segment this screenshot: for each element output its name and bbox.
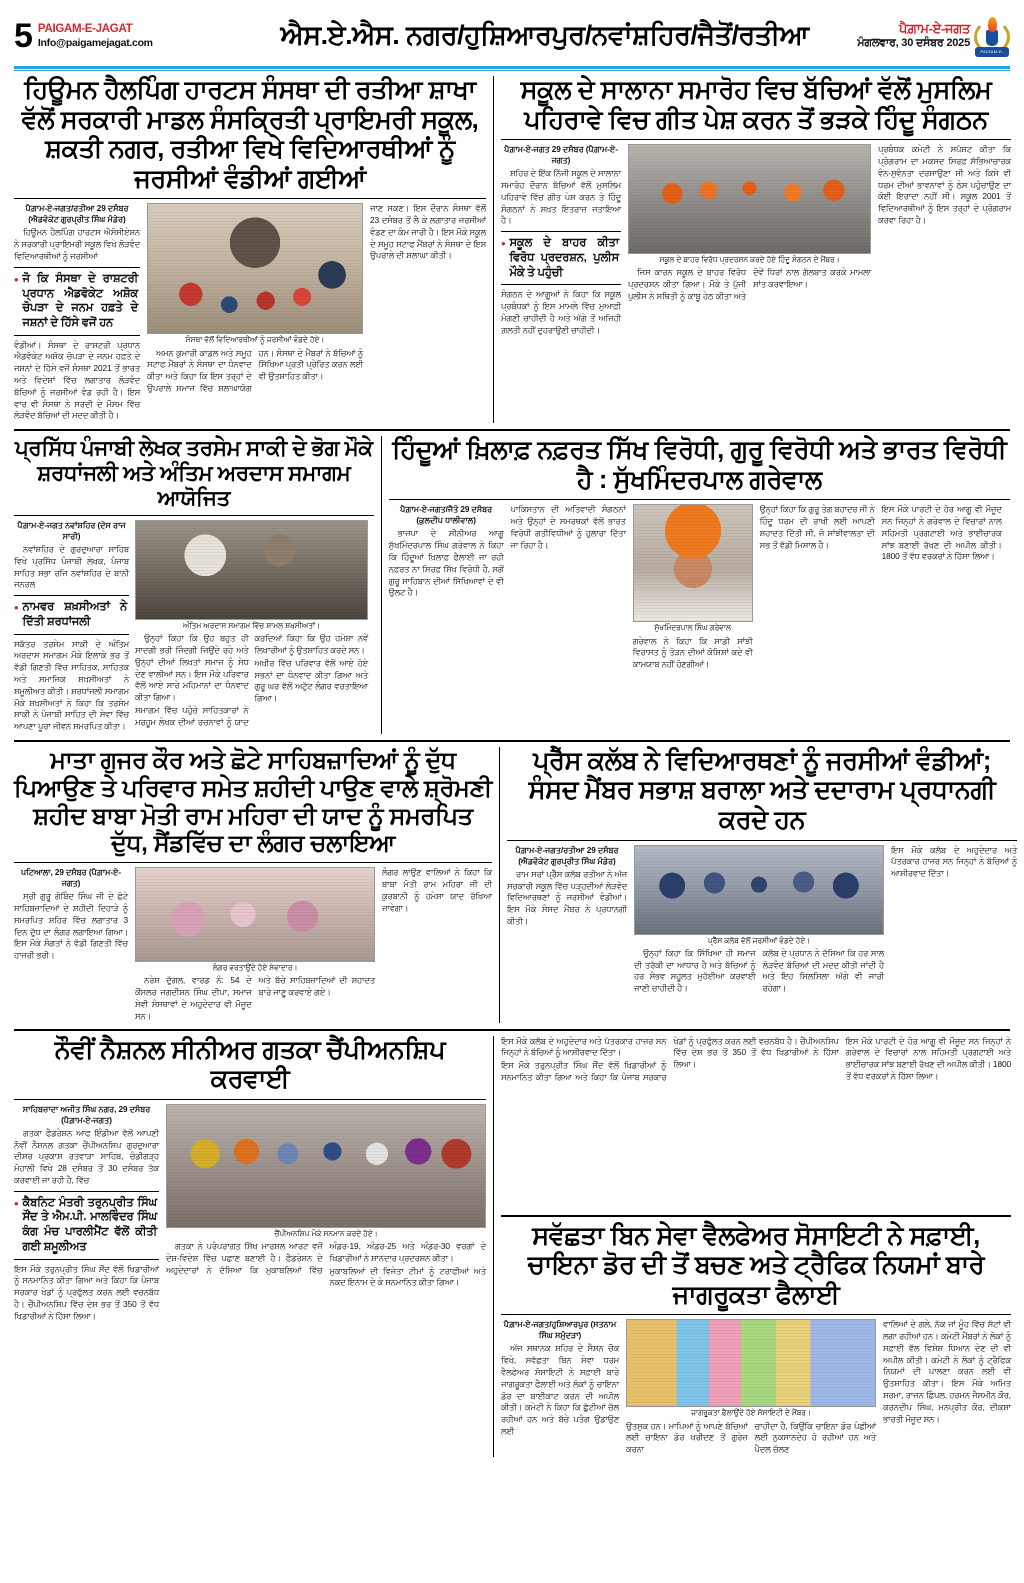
paper-title: ਪੈਗ਼ਾਮ-ਏ-ਜਗਤ bbox=[898, 21, 970, 36]
story-swachhta bbox=[501, 1222, 1011, 1457]
story-writer bbox=[14, 436, 374, 734]
langar-dateline: ਪਟਿਆਲਾ, 29 ਦਸੰਬਰ (ਪੈਗ਼ਾਮ-ਏ-ਜਗਤ) bbox=[21, 868, 121, 889]
langar-col-1 bbox=[14, 867, 128, 1022]
humane-col-3 bbox=[370, 203, 486, 423]
langar-p2: ਨਰੇਸ਼ ਦੁੱਗਲ, ਵਾਰਡ ਨੰ: 54 ਦੇ ਕੌਂਸਲਰ ਜਗਦੀਸ਼ਨ ਸਿੰਘ ਦੀਪਾ, ਸਮਾਜ ਸੇਵੀ ਸੰਸਥਾਵਾਂ ਦੇ ਅਹੁਦੇਦਾਰ ਵੀ ਮੌਜੂਦ ਸਨ। bbox=[135, 975, 252, 1021]
bullet-icon: • bbox=[14, 600, 19, 616]
gatka-col-1 bbox=[14, 1104, 159, 1324]
press-photo-block bbox=[634, 845, 884, 996]
hate-p1: ਭਾਜਪਾ ਦੇ ਸੀਨੀਅਰ ਆਗੂ ਸੁੱਖਮਿੰਦਰਪਾਲ ਸਿੰਘ ਗਰੇਵਾਲ ਨੇ ਕਿਹਾ ਕਿ ਹਿੰਦੂਆਂ ਖ਼ਿਲਾਫ਼ ਫੈਲਾਈ ਜਾ ਰਹੀ ਨਫ਼ਰਤ ਨਾ ਸਿਰਫ਼ ਸਿੱਖ ਵਿਰੋਧੀ ਹੈ, ਸਗੋਂ ਗੁਰੂ ਸਾਹਿਬਾਨ ਦੀਆਂ ਸਿੱਖਿਆਵਾਂ ਦੇ ਵੀ ਉਲਟ ਹੈ। bbox=[388, 528, 504, 598]
story-school bbox=[501, 76, 1011, 423]
school-photo bbox=[628, 144, 871, 254]
swachhta-headline: ਸਵੱਛਤਾ ਬਿਨ ਸੇਵਾ ਵੈਲਫੇਅਰ ਸੋਸਾਇਟੀ ਨੇ ਸਫ਼ਾਈ, ਚਾਇਨਾ ਡੋਰ ਦੀ ਤੋਂ ਬਚਣ ਅਤੇ ਟ੍ਰੈਫਿਕ ਨਿਯਮਾਂ ਬਾਰੇ ਜਾਗਰੂਕਤਾ ਫੈਲਾਈ bbox=[527, 1221, 985, 1309]
writer-photo-block bbox=[135, 520, 368, 734]
press-photo-caption: ਪ੍ਰੈੱਸ ਕਲੱਬ ਵੱਲੋਂ ਜਰਸੀਆਂ ਵੰਡਦੇ ਹੋਏ। bbox=[707, 935, 811, 945]
humane-p4: ਜਾਣ ਸਕਣ। ਇਸ ਦੌਰਾਨ ਸੰਸਥਾ ਵੱਲੋਂ 23 ਦਸੰਬਰ ਤੋਂ ਲੈ ਕੇ ਲਗਾਤਾਰ ਜਰਸੀਆਂ ਵੰਡਣ ਦਾ ਕੰਮ ਜਾਰੀ ਹੈ। ਇਸ ਮੌਕੇ ਸਕੂਲ ਦੇ ਸਮੂਹ ਸਟਾਫ ਮੈਂਬਰਾਂ ਨੇ ਸੰਸਥਾ ਦੇ ਇਸ ਉਪਰਾਲੇ ਦੀ ਸ਼ਲਾਘਾ ਕੀਤੀ। bbox=[370, 203, 486, 261]
brand-name: PAIGAM-E-JAGAT bbox=[37, 23, 133, 36]
bullet-icon: • bbox=[14, 271, 19, 287]
hate-dateline: ਪੈਗ਼ਾਮ-ਏ-ਜਗਤ/ਜੈਤੋ 29 ਦਸੰਬਰ (ਕੁਲਦੀਪ ਧਾਲੀਵਾਲ) bbox=[400, 505, 493, 526]
gatka-subhead-box bbox=[14, 1191, 159, 1260]
swachhta-p4: ਵਾਲਿਆਂ ਦੇ ਗਲੇ, ਨੱਕ ਜਾਂ ਮੂੰਹ ਵਿੱਚ ਸੱਟਾਂ ਵੀ ਲਗਾ ਰਹੀਆਂ ਹਨ। ਕਮੇਟੀ ਮੈਂਬਰਾਂ ਨੇ ਲੋਕਾਂ ਨੂੰ ਸਫ਼ਾਈ ਵੱਲ ਵਿਸ਼ੇਸ਼ ਧਿਆਨ ਦੇਣ ਦੀ ਵੀ ਅਪੀਲ ਕੀਤੀ। ਕਮੇਟੀ ਨੇ ਲੋਕਾਂ ਨੂੰ ਟ੍ਰੈਫਿਕ ਨਿਯਮਾਂ ਦੀ ਪਾਲਣਾ ਕਰਨ ਲਈ ਵੀ ਉਤਸ਼ਾਹਿਤ ਕੀਤਾ। ਇਸ ਮੌਕੇ ਅਮਿਤ ਸ਼ਰਮਾ, ਰਾਜਨ ਛਿੰਪਲ, ਹਰਮਨ ਜੈਸਮੀਨ ਕੌਰ, ਕਰਨਦੀਪ ਸਿੰਘ, ਮਨਪ੍ਰੀਤ ਕੌਰ, ਦੀਕਸ਼ਾ ਭਾਰਤੀ ਮੌਜੂਦ ਸਨ। bbox=[883, 1319, 1011, 1424]
langar-photo-caption: ਲੰਗਰ ਵਰਤਾਉਂਦੇ ਹੋਏ ਸੇਵਾਦਾਰ। bbox=[212, 963, 298, 973]
school-col-3 bbox=[878, 144, 1011, 337]
hate-p2: ਪਾਕਿਸਤਾਨ ਦੀ ਅਤਿਵਾਦੀ ਸੰਗਠਨਾਂ ਅਤੇ ਉਨ੍ਹਾਂ ਦੇ ਸਮਰਥਕਾਂ ਵੱਲੋਂ ਭਾਰਤ ਵਿਰੋਧੀ ਗਤੀਵਿਧੀਆਂ ਨੂੰ ਹੁਲਾਰਾ ਦਿੱਤਾ ਜਾ ਰਿਹਾ ਹੈ। bbox=[510, 504, 626, 550]
humane-photo bbox=[147, 203, 363, 334]
gatka-dateline: ਸਾਹਿਬਜ਼ਾਦਾ ਅਜੀਤ ਸਿੰਘ ਨਗਰ, 29 ਦਸੰਬਰ (ਪੈਗ਼ਾਮ-ਏ-ਜਗਤ) bbox=[22, 1104, 151, 1125]
masthead-right bbox=[825, 14, 1010, 64]
swachhta-p2: ਉਤਸੁਕ ਹਨ। ਮਾਪਿਆਂ ਨੂੰ ਆਪਣੇ ਬੱਚਿਆਂ ਲਈ ਚਾਇਨਾ ਡੋਰ ਖਰੀਦਣ ਤੋਂ ਗੁਰੇਜ਼ ਕਰਨਾ bbox=[626, 1420, 748, 1455]
press-overflow-p1: ਇਸ ਮੌਕੇ ਕਲੱਬ ਦੇ ਅਹੁਦੇਦਾਰ ਅਤੇ ਪੱਤਰਕਾਰ ਹਾਜ਼ਰ ਸਨ ਜਿਨ੍ਹਾਂ ਨੇ ਬੱਚਿਆਂ ਨੂੰ ਆਸ਼ੀਰਵਾਦ ਦਿੱਤਾ। bbox=[501, 1035, 667, 1058]
masthead bbox=[14, 0, 1010, 64]
hate-p3: ਗਰੇਵਾਲ ਨੇ ਕਿਹਾ ਕਿ ਸਾਡੀ ਸਾਂਝੀ ਵਿਰਾਸਤ ਨੂੰ ਤੋੜਨ ਦੀਆਂ ਕੋਸ਼ਿਸ਼ਾਂ ਕਦੇ ਵੀ ਕਾਮਯਾਬ ਨਹੀਂ ਹੋਣਗੀਆਂ। bbox=[632, 635, 753, 670]
humane-headline: ਹਿਊਮਨ ਹੈਲਪਿੰਗ ਹਾਰਟਸ ਸੰਸਥਾ ਦੀ ਰਤੀਆ ਸ਼ਾਖਾ ਵੱਲੋਂ ਸਰਕਾਰੀ ਮਾਡਲ ਸੰਸਕ੍ਰਿਤੀ ਪ੍ਰਾਇਮਰੀ ਸਕੂਲ, ਸ਼ਕਤੀ ਨਗਰ, ਰਤੀਆ ਵਿਖੇ ਵਿਦਿਆਰਥੀਆਂ ਨੂੰ ਜਰਸੀਆਂ ਵੰਡੀਆਂ ਗਈਆਂ bbox=[21, 76, 479, 193]
gatka-photo-block bbox=[166, 1104, 486, 1324]
torch-logo-icon bbox=[974, 14, 1010, 64]
writer-photo bbox=[135, 520, 368, 620]
school-dateline: ਪੈਗ਼ਾਮ-ਏ-ਜਗਤ 29 ਦਸੰਬਰ (ਪੈਗ਼ਾਮ-ਏ-ਜਗਤ) bbox=[504, 145, 618, 166]
humane-p1: ਹਿਊਮਨ ਹੈਲਪਿੰਗ ਹਾਰਟਸ ਐਸੋਸੀਏਸ਼ਨ ਨੇ ਸਰਕਾਰੀ ਪ੍ਰਾਇਮਰੀ ਸਕੂਲ ਵਿਖੇ ਲੋੜਵੰਦ ਵਿਦਿਆਰਥੀਆਂ ਨੂੰ ਜਰਸੀਆਂ bbox=[14, 227, 140, 261]
writer-col-2 bbox=[135, 633, 368, 728]
humane-p2: ਵੰਡੀਆਂ। ਸੰਸਥਾ ਦੇ ਰਾਸ਼ਟਰੀ ਪ੍ਰਧਾਨ ਐਡਵੋਕੇਟ ਅਸ਼ੋਕ ਚੋਪੜਾ ਦੇ ਜਨਮ ਹਫ਼ਤੇ ਦੇ ਜਸ਼ਨਾਂ ਦੇ ਹਿੱਸੇ ਵਜੋਂ ਸੰਸਥਾ 2021 ਤੋਂ ਭਾਰਤ ਅਤੇ ਵਿਦੇਸ਼ਾਂ ਵਿੱਚ ਲਗਾਤਾਰ ਲੋੜਵੰਦ ਬੱਚਿਆਂ ਨੂੰ ਜਰਸੀਆਂ ਵੰਡ ਰਹੀ ਹੈ। ਇਸ ਵਾਰ ਵੀ ਸੰਸਥਾ ਨੇ ਸਰਦੀ ਦੇ ਮੌਸਮ ਵਿੱਚ ਲੋੜਵੰਦ ਬੱਚਿਆਂ ਦੀ ਮਦਦ ਕੀਤੀ ਹੈ। bbox=[14, 339, 140, 421]
story-gatka bbox=[14, 1036, 486, 1457]
school-subhead: ਸਕੂਲ ਦੇ ਬਾਹਰ ਕੀਤਾ ਵਿਰੋਧ ਪ੍ਰਦਰਸ਼ਨ, ਪੁਲੀਸ ਮੌਕੇ ਤੇ ਪਹੁੰਚੀ bbox=[509, 237, 619, 279]
school-headline: ਸਕੂਲ ਦੇ ਸਾਲਾਨਾ ਸਮਾਰੋਹ ਵਿਚ ਬੱਚਿਆਂ ਵੱਲੋਂ ਮੁਸਲਿਮ ਪਹਿਰਾਵੇ ਵਿਚ ਗੀਤ ਪੇਸ਼ ਕਰਨ ਤੋਂ ਭੜਕੇ ਹਿੰਦੂ ਸੰਗਠਨ bbox=[520, 76, 992, 134]
hate-col-2 bbox=[511, 504, 626, 672]
edition-line: ਐਸ.ਏ.ਐਸ. ਨਗਰ/ਹੁਸ਼ਿਆਰਪੁਰ/ਨਵਾਂਸ਼ਹਿਰ/ਜੈਤੋਂ/ਰਤੀਆ bbox=[280, 20, 809, 50]
langar-p3: ਅਤੇ ਬੱਚੇ ਸਾਹਿਬਜ਼ਾਦਿਆਂ ਦੀ ਸ਼ਹਾਦਤ ਬਾਰੇ ਜਾਣੂ ਕਰਵਾਏ ਗਏ। bbox=[258, 975, 375, 998]
logo-ribbon-text: PAIGAM-E-JAGAT bbox=[975, 47, 1009, 57]
gatka-col-2 bbox=[166, 1241, 486, 1289]
hate-col-5 bbox=[882, 504, 1002, 672]
swachhta-p1: ਅੱਜ ਸਥਾਨਕ ਸ਼ਹਿਰ ਦੇ ਸੈਸ਼ਨ ਚੌਕ ਵਿਖੇ, ਸਵੱਛਤਾ ਬਿਨ ਸੇਵਾ ਧਰਮ ਵੈਲਫੇਅਰ ਸੋਸਾਇਟੀ ਨੇ ਸਫ਼ਾਈ ਬਾਰੇ ਜਾਗਰੂਕਤਾ ਫੈਲਾਈ ਅਤੇ ਲੋਕਾਂ ਨੂੰ ਚਾਇਨਾ ਡੋਰ ਦਾ ਬਾਈਕਾਟ ਕਰਨ ਦੀ ਅਪੀਲ ਕੀਤੀ। ਕਮੇਟੀ ਨੇ ਕਿਹਾ ਕਿ ਛੁੱਟੀਆਂ ਚੱਲ ਰਹੀਆਂ ਹਨ ਅਤੇ ਬੱਚੇ ਪਤੰਗ ਉਡਾਉਣ ਲਈ bbox=[501, 1343, 619, 1436]
press-p1: ਰਾਮ ਸਰਾਂ ਪ੍ਰੈੱਸ ਕਲੱਬ ਰਤੀਆ ਨੇ ਅੱਜ ਸਰਕਾਰੀ ਸਕੂਲ ਵਿੱਚ ਪੜ੍ਹਦੀਆਂ ਲੋੜਵੰਦ ਵਿਦਿਆਰਥਣਾਂ ਨੂੰ ਜਰਸੀਆਂ ਵੰਡੀਆਂ। ਇਸ ਮੌਕੇ ਸੰਸਦ ਮੈਂਬਰ ਨੇ ਪ੍ਰਧਾਨਗੀ ਕੀਤੀ। bbox=[507, 868, 627, 926]
swachhta-photo bbox=[626, 1319, 876, 1407]
swachhta-p3: ਚਾਹੀਦਾ ਹੈ, ਕਿਉਂਕਿ ਚਾਇਨਾ ਡੋਰ ਪੰਛੀਆਂ ਲਈ ਨੁਕਸਾਨਦੇਹ ਹੋ ਰਹੀਆਂ ਹਨ ਅਤੇ ਪੈਦਲ ਚੱਲਣ bbox=[754, 1420, 876, 1455]
gatka-subhead: ਕੈਬਨਿਟ ਮੰਤਰੀ ਤਰੁਨਪ੍ਰੀਤ ਸਿੰਘ ਸੌਂਦ ਤੇ ਐਮ.ਪੀ. ਮਾਲਵਿੰਦਰ ਸਿੰਘ ਕੰਗ ਮੰਚ ਪਾਰਲੀਮੈਂਟ ਵੱਲੋਂ ਕੀਤੀ ਗਈ ਸ਼ਮੂਲੀਅਤ bbox=[22, 1196, 157, 1253]
press-col-1 bbox=[507, 845, 627, 996]
grewal-caption: ਸੁੱਖਮਿੰਦਰਪਾਲ ਸਿੰਘ ਗਰੇਵਾਲ bbox=[654, 623, 731, 633]
writer-p1: ਨਵਾਂਸ਼ਹਿਰ ਦੇ ਗੁਰਦੁਆਰਾ ਸਾਹਿਬ ਵਿਖੇ ਪ੍ਰਸਿੱਧ ਪੰਜਾਬੀ ਲੇਖਕ, ਪੰਜਾਬ ਸਾਹਿਤ ਸਭਾ ਰਜਿ ਨਵਾਂਸ਼ਹਿਰ ਦੇ ਬਾਨੀ ਜਨਰਲ bbox=[14, 544, 129, 590]
press-overflow-p2: ਇਸ ਮੌਕੇ ਤਰੁਨਪ੍ਰੀਤ ਸਿੰਘ ਸੌਂਦ ਵੱਲੋਂ ਖਿਡਾਰੀਆਂ ਨੂੰ ਸਨਮਾਨਿਤ ਕੀਤਾ ਗਿਆ ਅਤੇ ਕਿਹਾ ਕਿ ਪੰਜਾਬ ਸਰਕਾਰ ਖੇਡਾਂ ਨੂੰ ਪ੍ਰਫੁੱਲਤ ਕਰਨ ਲਈ ਵਚਨਬੱਧ ਹੈ। ਚੈਂਪੀਅਨਸ਼ਿਪ ਵਿੱਚ ਦੇਸ਼ ਭਰ ਤੋਂ 350 ਤੋਂ ਵੱਧ ਖਿਡਾਰੀਆਂ ਨੇ ਹਿੱਸਾ ਲਿਆ। bbox=[501, 1035, 839, 1082]
school-col-1 bbox=[501, 144, 621, 337]
school-subhead-box bbox=[501, 231, 621, 285]
humane-dateline: ਪੈਗ਼ਾਮ-ਏ-ਜਗਤ/ਰਤੀਆ 29 ਦਸੰਬਰ (ਐਡਵੋਕੇਟ ਗੁਰਪ੍ਰੀਤ ਸਿੰਘ ਮੰਡੇਰ) bbox=[25, 204, 129, 225]
hate-col-3 bbox=[633, 636, 753, 671]
swachhta-photo-caption: ਜਾਗਰੂਕਤਾ ਫੈਲਾਉਂਦੇ ਹੋਏ ਸੋਸਾਇਟੀ ਦੇ ਮੈਂਬਰ। bbox=[691, 1408, 811, 1418]
press-p3: ਕਲੱਬ ਦੇ ਪ੍ਰਧਾਨ ਨੇ ਦੱਸਿਆ ਕਿ ਹਰ ਸਾਲ ਲੋੜਵੰਦ ਬੱਚਿਆਂ ਦੀ ਮਦਦ ਕੀਤੀ ਜਾਂਦੀ ਹੈ ਅਤੇ ਇਹ ਸਿਲਸਿਲਾ ਅੱਗੇ ਵੀ ਜਾਰੀ ਰਹੇਗਾ। bbox=[762, 947, 884, 994]
langar-photo bbox=[135, 867, 375, 962]
masthead-center bbox=[264, 20, 825, 52]
school-p4: ਪ੍ਰਬੰਧਕ ਕਮੇਟੀ ਨੇ ਸਪੱਸ਼ਟ ਕੀਤਾ ਕਿ ਪ੍ਰੋਗਰਾਮ ਦਾ ਮਕਸਦ ਸਿਰਫ਼ ਸੱਭਿਆਚਾਰਕ ਵੰਨ-ਸੁਵੰਨਤਾ ਦਰਸਾਉਣਾ ਸੀ ਅਤੇ ਕਿਸੇ ਵੀ ਧਰਮ ਦੀਆਂ ਭਾਵਨਾਵਾਂ ਨੂੰ ਠੇਸ ਪਹੁੰਚਾਉਣ ਦਾ ਕੋਈ ਇਰਾਦਾ ਨਹੀਂ ਸੀ। ਸਕੂਲ 2001 ਤੋਂ ਵਿਦਿਆਰਥੀਆਂ ਨੂੰ ਇਸ ਤਰ੍ਹਾਂ ਦੇ ਪ੍ਰੋਗਰਾਮ ਕਰਵਾ ਰਿਹਾ ਹੈ। bbox=[878, 144, 1011, 225]
hate-headline: ਹਿੰਦੂਆਂ ਖ਼ਿਲਾਫ਼ ਨਫ਼ਰਤ ਸਿੱਖ ਵਿਰੋਧੀ, ਗੁਰੂ ਵਿਰੋਧੀ ਅਤੇ ਭਾਰਤ ਵਿਰੋਧੀ ਹੈ : ਸੁੱਖਮਿੰਦਰਪਾਲ ਗਰੇਵਾਲ bbox=[392, 436, 1007, 494]
gatka-photo bbox=[166, 1104, 486, 1228]
masthead-left bbox=[14, 19, 264, 53]
hate-col-4 bbox=[760, 504, 875, 672]
writer-col-1 bbox=[14, 520, 129, 734]
press-p2: ਉਨ੍ਹਾਂ ਕਿਹਾ ਕਿ ਸਿੱਖਿਆ ਹੀ ਸਮਾਜ ਦੀ ਤਰੱਕੀ ਦਾ ਆਧਾਰ ਹੈ ਅਤੇ ਬੱਚਿਆਂ ਨੂੰ ਹਰ ਸੰਭਵ ਸਹੂਲਤ ਮੁਹੱਈਆ ਕਰਵਾਈ ਜਾਣੀ ਚਾਹੀਦੀ ਹੈ। bbox=[634, 947, 756, 994]
langar-p4: ਲੰਗਰ ਲਾਉਣ ਵਾਲਿਆਂ ਨੇ ਕਿਹਾ ਕਿ ਬਾਬਾ ਮੋਤੀ ਰਾਮ ਮਹਿਰਾ ਜੀ ਦੀ ਕੁਰਬਾਨੀ ਨੂੰ ਹਮੇਸ਼ਾ ਯਾਦ ਰੱਖਿਆ ਜਾਵੇਗਾ। bbox=[382, 867, 492, 913]
gatka-p1: ਗਤਕਾ ਫੈਡਰੇਸ਼ਨ ਆਫ ਇੰਡੀਆ ਵੱਲੋਂ ਆਪਣੀ ਨੌਵੀਂ ਨੈਸ਼ਨਲ ਗਤਕਾ ਚੈਂਪੀਅਨਸ਼ਿਪ ਗੁਰਦੁਆਰਾ ਦੀਸ਼ਰ ਪ੍ਰਕਾਸ਼ ਰਤਵਾੜਾ ਸਾਹਿਬ, ਚੰਡੀਗੜ੍ਹ ਮੋਹਾਲੀ ਵਿਖੇ 28 ਦਸੰਬਰ ਤੋਂ 30 ਦਸੰਬਰ ਤੱਕ ਕਰਵਾਈ ਜਾ ਰਹੀ ਹੈ, ਵਿੱਚ bbox=[14, 1127, 159, 1185]
langar-col-3 bbox=[382, 867, 492, 1022]
masthead-rule bbox=[14, 66, 1010, 69]
gatka-p3: ਗਤਕਾ ਨੇ ਪਰੰਪਰਾਗਤ ਸਿੱਖ ਮਾਰਸ਼ਲ ਆਰਟ ਵਜੋਂ ਦੇਸ਼-ਵਿਦੇਸ਼ ਵਿੱਚ ਪਛਾਣ ਬਣਾਈ ਹੈ। ਫੈਡਰੇਸ਼ਨ ਦੇ ਅਹੁਦੇਦਾਰਾਂ ਨੇ ਦੱਸਿਆ ਕਿ ਮੁਕਾਬਲਿਆਂ ਵਿੱਚ ਅੰਡਰ-19, ਅੰਡਰ-25 ਅਤੇ ਅੰਡਰ-30 ਵਰਗਾਂ ਦੇ ਖਿਡਾਰੀਆਂ ਨੇ ਸ਼ਾਨਦਾਰ ਪ੍ਰਦਰਸ਼ਨ ਕੀਤਾ। bbox=[166, 1240, 486, 1275]
writer-subhead-box bbox=[14, 595, 129, 634]
press-p4: ਇਸ ਮੌਕੇ ਕਲੱਬ ਦੇ ਅਹੁਦੇਦਾਰ ਅਤੇ ਪੱਤਰਕਾਰ ਹਾਜ਼ਰ ਸਨ ਜਿਨ੍ਹਾਂ ਨੇ ਬੱਚਿਆਂ ਨੂੰ ਆਸ਼ੀਰਵਾਦ ਦਿੱਤਾ। bbox=[891, 844, 1017, 879]
writer-dateline: ਪੈਗ਼ਾਮ-ਏ-ਜਗਤ ਨਵਾਂਸ਼ਹਿਰ (ਦੇਸ ਰਾਜ ਸਾਰੀ) bbox=[17, 520, 126, 541]
press-headline: ਪ੍ਰੈੱਸ ਕਲੱਬ ਨੇ ਵਿਦਿਆਰਥਣਾਂ ਨੂੰ ਜਰਸੀਆਂ ਵੰਡੀਆਂ; ਸੰਸਦ ਮੈਂਬਰ ਸਭਾਸ਼ ਬਰਾਲਾ ਅਤੇ ਦਦਾਰਾਮ ਪ੍ਰਧਾਨਗੀ ਕਰਦੇ ਹਨ bbox=[528, 746, 996, 835]
writer-p2: ਸਕੱਤਰ ਤਰਸੇਮ ਸਾਕੀ ਦੇ ਅੰਤਿਮ ਅਰਦਾਸ ਸਮਾਗਮ ਮੌਕੇ ਇਲਾਕੇ ਭਰ ਤੋਂ ਵੱਡੀ ਗਿਣਤੀ ਵਿੱਚ ਸਾਹਿਤਕ, ਸਾਹਿਤਕ ਅਤੇ ਸਮਾਜਿਕ ਸ਼ਖ਼ਸੀਅਤਾਂ ਨੇ ਸ਼ਮੂਲੀਅਤ ਕੀਤੀ। ਸ਼ਰਧਾਂਜਲੀ ਸਮਾਗਮ ਮੌਕੇ ਸ਼ਖ਼ਸੀਅਤਾਂ ਨੇ ਕਿਹਾ ਕਿ ਤਰਸੇਮ ਸਾਕੀ ਨੇ ਪੰਜਾਬੀ ਸਾਹਿਤ ਦੀ ਸੇਵਾ ਵਿੱਚ ਆਪਣਾ ਪੂਰਾ ਜੀਵਨ ਸਮਰਪਿਤ ਕੀਤਾ। bbox=[14, 638, 129, 732]
writer-headline: ਪ੍ਰਸਿੱਧ ਪੰਜਾਬੀ ਲੇਖਕ ਤਰਸੇਮ ਸਾਕੀ ਦੇ ਭੋਗ ਮੌਕੇ ਸ਼ਰਧਾਂਜਲੀ ਅਤੇ ਅੰਤਿਮ ਅਰਦਾਸ ਸਮਾਗਮ ਆਯੋਜਿਤ bbox=[14, 436, 373, 510]
writer-subhead: ਨਾਮਵਰ ਸ਼ਖ਼ਸੀਅਤਾਂ ਨੇ ਦਿੱਤੀ ਸ਼ਰਧਾਂਜਲੀ bbox=[22, 601, 127, 628]
school-p1: ਸ਼ਹਿਰ ਦੇ ਇੱਕ ਨਿੱਜੀ ਸਕੂਲ ਦੇ ਸਾਲਾਨਾ ਸਮਾਰੋਹ ਦੌਰਾਨ ਬੱਚਿਆਂ ਵੱਲੋਂ ਮੁਸਲਿਮ ਪਹਿਰਾਵੇ ਵਿੱਚ ਗੀਤ ਪੇਸ਼ ਕਰਨ ਤੇ ਹਿੰਦੂ ਸੰਗਠਨਾਂ ਨੇ ਸਖ਼ਤ ਇਤਰਾਜ਼ ਜਤਾਇਆ ਹੈ। bbox=[501, 168, 621, 226]
hate-photo-block bbox=[633, 504, 753, 672]
swachhta-col-1 bbox=[501, 1319, 619, 1457]
publication-date: ਮੰਗਲਵਾਰ, 30 ਦਸੰਬਰ 2025 bbox=[857, 37, 970, 50]
langar-photo-block bbox=[135, 867, 375, 1022]
bullet-icon: • bbox=[501, 236, 506, 252]
langar-p1: ਸ੍ਰੀ ਗੁਰੂ ਗੋਬਿੰਦ ਸਿੰਘ ਜੀ ਦੇ ਛੋਟੇ ਸਾਹਿਬਜ਼ਾਦਿਆਂ ਦੇ ਸ਼ਹੀਦੀ ਦਿਹਾੜੇ ਨੂੰ ਸਮਰਪਿਤ ਸ਼ਹਿਰ ਵਿੱਚ ਲਗਾਤਾਰ 3 ਦਿਨ ਦੁੱਧ ਦਾ ਲੰਗਰ ਲਗਾਇਆ ਗਿਆ। ਇਸ ਮੌਕੇ ਸੰਗਤਾਂ ਨੇ ਵੱਡੀ ਗਿਣਤੀ ਵਿੱਚ ਹਾਜ਼ਰੀ ਭਰੀ। bbox=[14, 891, 128, 961]
grewal-portrait bbox=[633, 504, 753, 622]
press-dateline: ਪੈਗ਼ਾਮ-ਏ-ਜਗਤ/ਰਤੀਆ 29 ਦਸੰਬਰ (ਐਡਵੋਕੇਟ ਗੁਰਪ੍ਰੀਤ ਸਿੰਘ ਮੰਡੇਰ) bbox=[515, 845, 619, 866]
school-p3: ਜਿਸ ਕਾਰਨ ਸਕੂਲ ਦੇ ਬਾਹਰ ਵਿਰੋਧ ਪ੍ਰਦਰਸ਼ਨ ਕੀਤਾ ਗਿਆ। ਮੌਕੇ ਤੇ ਪੁੱਜੀ ਪੁਲੀਸ ਨੇ ਸਥਿਤੀ ਨੂੰ ਕਾਬੂ ਹੇਠ ਕੀਤਾ ਅਤੇ ਦੋਵੇਂ ਧਿਰਾਂ ਨਾਲ ਗੱਲਬਾਤ ਕਰਕੇ ਮਾਮਲਾ ਸ਼ਾਂਤ ਕਰਵਾਇਆ। bbox=[628, 267, 871, 301]
writer-photo-caption: ਅੰਤਿਮ ਅਰਦਾਸ ਸਮਾਗਮ ਵਿੱਚ ਸ਼ਾਮਲ ਸ਼ਖ਼ਸੀਅਤਾਂ। bbox=[182, 620, 321, 630]
press-col-2 bbox=[634, 948, 884, 996]
band4-right bbox=[501, 1036, 1011, 1457]
humane-photo-block bbox=[147, 203, 363, 423]
band-divider-1 bbox=[14, 429, 1010, 431]
hate-col-1 bbox=[389, 504, 504, 672]
story-hate bbox=[389, 436, 1010, 734]
school-photo-block bbox=[628, 144, 871, 337]
story-press bbox=[507, 747, 1017, 1023]
hate-p5: ਇਸ ਮੌਕੇ ਪਾਰਟੀ ਦੇ ਹੋਰ ਆਗੂ ਵੀ ਮੌਜੂਦ ਸਨ ਜਿਨ੍ਹਾਂ ਨੇ ਗਰੇਵਾਲ ਦੇ ਵਿਚਾਰਾਂ ਨਾਲ ਸਹਿਮਤੀ ਪ੍ਰਗਟਾਈ ਅਤੇ ਭਾਈਚਾਰਕ ਸਾਂਝ ਬਣਾਈ ਰੱਖਣ ਦੀ ਅਪੀਲ ਕੀਤੀ। 1800 ਤੋਂ ਵੱਧ ਵਰਕਰਾਂ ਨੇ ਹਿੱਸਾ ਲਿਆ। bbox=[881, 504, 1002, 562]
masthead-brand bbox=[38, 23, 153, 48]
page-number: 5 bbox=[14, 17, 32, 55]
langar-headline: ਮਾਤਾ ਗੁਜਰ ਕੌਰ ਅਤੇ ਛੋਟੇ ਸਾਹਿਬਜ਼ਾਦਿਆਂ ਨੂੰ ਦੁੱਧ ਪਿਆਉਣ ਤੇ ਪਰਿਵਾਰ ਸਮੇਤ ਸ਼ਹੀਦੀ ਪਾਉਣ ਵਾਲੇ ਸ਼੍ਰੋਮਣੀ ਸ਼ਹੀਦ ਬਾਬਾ ਮੋਤੀ ਰਾਮ ਮਹਿਰਾ ਦੀ ਯਾਦ ਨੂੰ ਸਮਰਪਿਤ ਦੁੱਧ, ਸੈਂਡਵਿੱਚ ਦਾ ਲੰਗਰ ਚਲਾਇਆ bbox=[14, 746, 492, 858]
masthead-rule-2 bbox=[14, 70, 1010, 71]
story-langar bbox=[14, 747, 492, 1023]
bullet-icon: • bbox=[14, 1195, 19, 1211]
brand-email[interactable]: Info@paigamejagat.com bbox=[37, 36, 153, 49]
press-overflow-text bbox=[501, 1036, 1011, 1211]
band-divider-3 bbox=[14, 1029, 1010, 1031]
humane-subhead-box bbox=[14, 267, 140, 336]
hate-p4: ਉਨ੍ਹਾਂ ਕਿਹਾ ਕਿ ਗੁਰੂ ਤੇਗ ਬਹਾਦਰ ਜੀ ਨੇ ਹਿੰਦੂ ਧਰਮ ਦੀ ਰਾਖੀ ਲਈ ਆਪਣੀ ਸ਼ਹਾਦਤ ਦਿੱਤੀ ਸੀ, ਜੋ ਸਾਂਝੀਵਾਲਤਾ ਦੀ ਸਭ ਤੋਂ ਵੱਡੀ ਮਿਸਾਲ ਹੈ। bbox=[759, 504, 875, 550]
humane-subhead: ਜੋ ਕਿ ਸੰਸਥਾ ਦੇ ਰਾਸ਼ਟਰੀ ਪ੍ਰਧਾਨ ਐਡਵੋਕੇਟ ਅਸ਼ੋਕ ਚੋਪੜਾ ਦੇ ਜਨਮ ਹਫ਼ਤੇ ਦੇ ਜਸ਼ਨਾਂ ਦੇ ਹਿੱਸੇ ਵਜੋਂ ਹਨ bbox=[22, 272, 138, 329]
school-col-2 bbox=[628, 267, 871, 302]
gatka-p2: ਇਸ ਮੌਕੇ ਤਰੁਨਪ੍ਰੀਤ ਸਿੰਘ ਸੌਂਦ ਵੱਲੋਂ ਖਿਡਾਰੀਆਂ ਨੂੰ ਸਨਮਾਨਿਤ ਕੀਤਾ ਗਿਆ ਅਤੇ ਕਿਹਾ ਕਿ ਪੰਜਾਬ ਸਰਕਾਰ ਖੇਡਾਂ ਨੂੰ ਪ੍ਰਫੁੱਲਤ ਕਰਨ ਲਈ ਵਚਨਬੱਧ ਹੈ। ਚੈਂਪੀਅਨਸ਼ਿਪ ਵਿੱਚ ਦੇਸ਼ ਭਰ ਤੋਂ 350 ਤੋਂ ਵੱਧ ਖਿਡਾਰੀਆਂ ਨੇ ਹਿੱਸਾ ਲਿਆ। bbox=[14, 1263, 159, 1321]
band-divider-2 bbox=[14, 740, 1010, 742]
swachhta-photo-block bbox=[626, 1319, 876, 1457]
masthead-right-text bbox=[857, 21, 970, 51]
writer-p5: ਅਖ਼ੀਰ ਵਿੱਚ ਪਰਿਵਾਰ ਵੱਲੋਂ ਆਏ ਹੋਏ ਸਭਨਾਂ ਦਾ ਧੰਨਵਾਦ ਕੀਤਾ ਗਿਆ ਅਤੇ ਗੁਰੂ ਘਰ ਵੱਲੋਂ ਅਟੁੱਟ ਲੰਗਰ ਵਰਤਾਇਆ ਗਿਆ। bbox=[254, 657, 368, 704]
humane-p3: ਅਮਨ ਕੁਮਾਰੀ ਕਾਡਲ ਅਤੇ ਸਮੂਹ ਸਟਾਫ ਮੈਂਬਰਾਂ ਨੇ ਸੰਸਥਾ ਦਾ ਧੰਨਵਾਦ ਕੀਤਾ ਅਤੇ ਕਿਹਾ ਕਿ ਇਸ ਤਰ੍ਹਾਂ ਦੇ ਉਪਰਾਲੇ ਸਮਾਜ ਵਿੱਚ ਸ਼ਲਾਘਾਯੋਗ ਹਨ। ਸੰਸਥਾ ਦੇ ਮੈਂਬਰਾਂ ਨੇ ਬੱਚਿਆਂ ਨੂੰ ਸਿੱਖਿਆ ਪ੍ਰਤੀ ਪ੍ਰੇਰਿਤ ਕਰਨ ਲਈ ਵੀ ਉਤਸ਼ਾਹਿਤ ਕੀਤਾ। bbox=[147, 347, 363, 393]
school-p2: ਸੰਗਠਨ ਦੇ ਆਗੂਆਂ ਨੇ ਕਿਹਾ ਕਿ ਸਕੂਲ ਪ੍ਰਬੰਧਕਾਂ ਨੂੰ ਇਸ ਮਾਮਲੇ ਵਿੱਚ ਮੁਆਫ਼ੀ ਮੰਗਣੀ ਚਾਹੀਦੀ ਹੈ ਅਤੇ ਅੱਗੇ ਤੋਂ ਅਜਿਹੀ ਗ਼ਲਤੀ ਨਹੀਂ ਦੁਹਰਾਉਣੀ ਚਾਹੀਦੀ। bbox=[501, 289, 621, 335]
story-humane bbox=[14, 76, 486, 423]
humane-col-1 bbox=[14, 203, 140, 423]
writer-p4: ਸਮਾਗਮ ਵਿੱਚ ਪਹੁੰਚੇ ਸਾਹਿਤਕਾਰਾਂ ਨੇ ਮਰਹੂਮ ਲੇਖਕ ਦੀਆਂ ਰਚਨਾਵਾਂ ਨੂੰ ਯਾਦ ਕਰਦਿਆਂ ਕਿਹਾ ਕਿ ਉਹ ਹਮੇਸ਼ਾ ਨਵੇਂ ਲਿਖਾਰੀਆਂ ਨੂੰ ਉਤਸ਼ਾਹਿਤ ਕਰਦੇ ਸਨ। bbox=[135, 633, 368, 727]
swachhta-col-3 bbox=[883, 1319, 1011, 1457]
press-col-3 bbox=[891, 845, 1017, 996]
langar-col-2 bbox=[135, 975, 375, 1022]
swachhta-col-2 bbox=[626, 1421, 876, 1457]
press-photo bbox=[634, 845, 884, 935]
gatka-photo-caption: ਚੈਂਪੀਅਨਸ਼ਿਪ ਮੌਕੇ ਸਨਮਾਨ ਕਰਦੇ ਹੋਏ। bbox=[274, 1228, 378, 1238]
humane-photo-caption: ਸੰਸਥਾ ਵੱਲੋਂ ਵਿਦਿਆਰਥੀਆਂ ਨੂੰ ਜਰਸੀਆਂ ਵੰਡਦੇ ਹੋਏ। bbox=[185, 335, 325, 345]
writer-p3: ਉਨ੍ਹਾਂ ਕਿਹਾ ਕਿ ਉਹ ਬਹੁਤ ਹੀ ਸਾਦਗੀ ਭਰੀ ਜ਼ਿੰਦਗੀ ਜਿਉਂਦੇ ਰਹੇ ਅਤੇ ਉਨ੍ਹਾਂ ਦੀਆਂ ਲਿਖਤਾਂ ਸਮਾਜ ਨੂੰ ਸੇਧ ਦੇਣ ਵਾਲੀਆਂ ਸਨ। ਇਸ ਮੌਕੇ ਪਰਿਵਾਰ ਵੱਲੋਂ ਆਏ ਸਾਰੇ ਮਹਿਮਾਨਾਂ ਦਾ ਧੰਨਵਾਦ ਕੀਤਾ ਗਿਆ। bbox=[135, 633, 249, 703]
school-photo-caption: ਸਕੂਲ ਦੇ ਬਾਹਰ ਵਿਰੋਧ ਪ੍ਰਦਰਸ਼ਨ ਕਰਦੇ ਹੋਏ ਹਿੰਦੂ ਸੰਗਠਨ ਦੇ ਮੈਂਬਰ। bbox=[659, 255, 840, 265]
press-overflow-p3: ਇਸ ਮੌਕੇ ਪਾਰਟੀ ਦੇ ਹੋਰ ਆਗੂ ਵੀ ਮੌਜੂਦ ਸਨ ਜਿਨ੍ਹਾਂ ਨੇ ਗਰੇਵਾਲ ਦੇ ਵਿਚਾਰਾਂ ਨਾਲ ਸਹਿਮਤੀ ਪ੍ਰਗਟਾਈ ਅਤੇ ਭਾਈਚਾਰਕ ਸਾਂਝ ਬਣਾਈ ਰੱਖਣ ਦੀ ਅਪੀਲ ਕੀਤੀ। 1800 ਤੋਂ ਵੱਧ ਵਰਕਰਾਂ ਨੇ ਹਿੱਸਾ ਲਿਆ। bbox=[845, 1035, 1011, 1081]
gatka-headline: ਨੌਵੀਂ ਨੈਸ਼ਨਲ ਸੀਨੀਅਰ ਗਤਕਾ ਚੈਂਪੀਅਨਸ਼ਿਪ ਕਰਵਾਈ bbox=[54, 1035, 446, 1094]
gatka-p4: ਮੁਕਾਬਲਿਆਂ ਦੀ ਵਿਜੇਤਾ ਟੀਮਾਂ ਨੂੰ ਟਰਾਫੀਆਂ ਅਤੇ ਨਕਦ ਇਨਾਮ ਦੇ ਕੇ ਸਨਮਾਨਿਤ ਕੀਤਾ ਗਿਆ। bbox=[329, 1265, 486, 1288]
humane-col-2 bbox=[147, 348, 363, 395]
swachhta-dateline: ਪੈਗ਼ਾਮ-ਏ-ਜਗਤ/ਹੁਸ਼ਿਆਰਪੁਰ (ਸਤਨਾਮ ਸਿੰਘ ਸਮੁੰਦੜਾ) bbox=[503, 1320, 617, 1341]
